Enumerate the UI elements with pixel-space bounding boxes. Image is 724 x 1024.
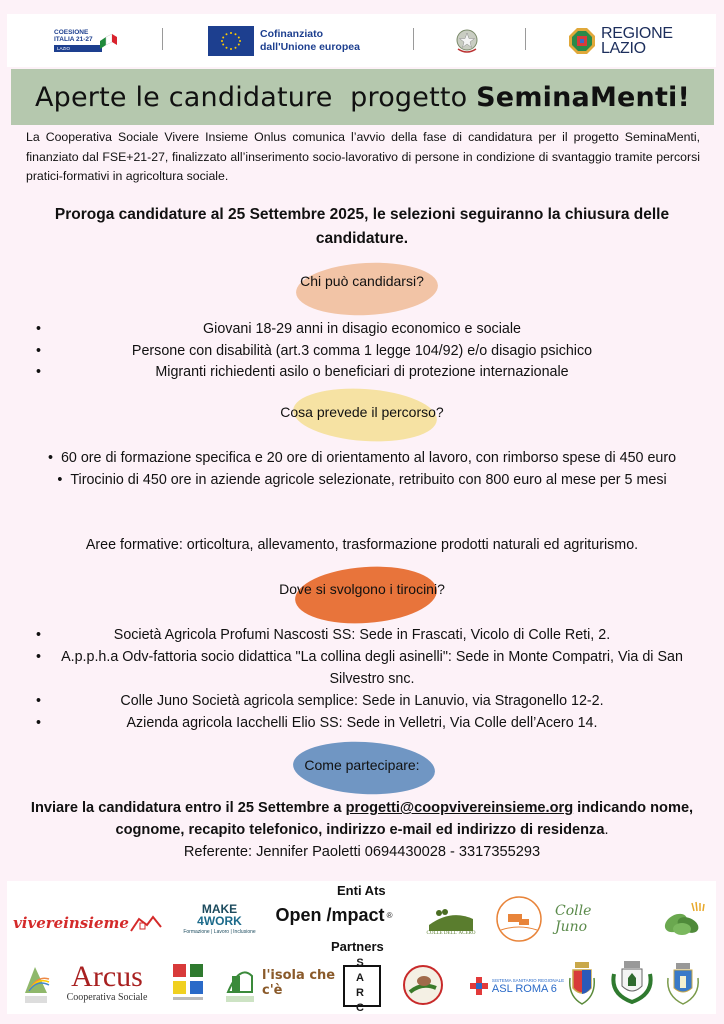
colle-dell-acero-logo: [420, 895, 482, 945]
eu-text-line1: Cofinanziato: [260, 27, 323, 40]
list-item-text: 60 ore di formazione specifica e 20 ore di orientamento al lavoro, con rimborso spese di 450 euro: [60, 450, 677, 466]
list-item: [0, 319, 724, 341]
regione-text-line1: REGIONE: [601, 24, 673, 42]
italian-republic-emblem-icon: [455, 14, 479, 67]
enti-ats-label: Enti Ats: [337, 883, 386, 898]
donkey-icon: [495, 892, 543, 946]
collina-asinelli-logo: [494, 891, 544, 947]
comune-crest-logo: [663, 961, 703, 1009]
logo-subtitle: Cooperativa Sociale: [66, 991, 148, 1003]
bullet-icon: •: [36, 715, 42, 731]
district-logo: [169, 961, 207, 1003]
bullet-icon: •: [57, 472, 63, 488]
list-item-text: Azienda agricola Iacchelli Elio SS: Sede in Velletri, Via Colle dell’Acero 14.: [126, 715, 598, 731]
logo-text: ASL ROMA 6: [491, 982, 557, 995]
program-list: [0, 447, 724, 491]
municipal-crest-icon: [568, 960, 596, 1006]
logo-separator: [162, 28, 163, 50]
eu-cofinanziato-logo: [208, 14, 360, 67]
list-item-text: Migranti richiedenti asilo o beneficiari di protezione internazionale: [155, 364, 569, 380]
regione-lazio-crest-icon: [568, 27, 596, 55]
list-item-text: Tirocinio di 450 ore in aziende agricole selezionate, retribuito con 800 euro al mese per 5 mesi: [70, 472, 667, 488]
eu-flag-icon: [208, 26, 254, 56]
section-heading-label: Dove si svolgono i tirocini?: [279, 581, 445, 597]
bullet-icon: •: [36, 649, 42, 665]
cta-instructions: [20, 797, 704, 841]
make4work-logo: [172, 895, 267, 943]
coesione-italia-logo: [54, 14, 118, 67]
bullet-icon: •: [36, 321, 42, 337]
cta-text: Inviare la candidatura entro il 25 Settembre a: [30, 800, 346, 816]
logo-text: Arcus: [71, 959, 143, 993]
eu-text-line2: dall'Unione europea: [260, 40, 360, 53]
page-title: [35, 82, 690, 113]
list-item-text: A.p.p.h.a Odv-fattoria socio didattica "La collina degli asinelli": Sede in Monte Compatri, Via di San Silvestro snc.: [61, 649, 683, 687]
list-item-text: Colle Juno Società agricola semplice: Sede in Lanuvio, via Stragonello 12-2.: [120, 693, 604, 709]
logo-subtitle: SISTEMA SANITARIO REGIONALE: [491, 977, 565, 983]
logo-text: MAKE: [201, 902, 238, 916]
title-regular: Aperte le candidature progetto: [34, 81, 477, 113]
comune-crest-logo: [607, 959, 657, 1007]
list-item: [0, 646, 724, 690]
cta-text: indicando nome, cognome, recapito telefonico, indirizzo e-mail ed indirizzo di residenza: [115, 800, 694, 838]
casa-marca-logo: [401, 963, 445, 1007]
coesione-line2: ITALIA 21-27: [54, 36, 93, 43]
comune-crest-logo: [567, 959, 597, 1007]
logo-separator: [413, 28, 414, 50]
coesione-arrow-icon: [96, 31, 118, 53]
bullet-icon: •: [36, 627, 42, 643]
section-heading-chi: [0, 273, 724, 289]
intro-paragraph: La Cooperativa Sociale Vivere Insieme Onlus comunica l’avvio della fase di candidatura per il progetto SeminaMenti, finanziato dal FSE+21-27, finalizzato all’inserimento socio-lavorativo di persone in condizione di svantaggio tramite percorsi pratici-formativi in agricoltura sociale.: [26, 130, 700, 184]
training-areas-note: Aree formative: orticoltura, allevamento, trasformazione prodotti naturali ed agriturismo.: [85, 537, 639, 553]
email-link[interactable]: progetti@coopvivereinsieme.org: [345, 800, 574, 816]
arcobaleno-logo: [19, 961, 53, 1007]
list-item: [0, 362, 724, 384]
section-heading-cosa: [0, 404, 724, 420]
list-item: [0, 690, 724, 712]
coesione-line1: COESIONE: [54, 29, 89, 36]
profumi-nascosti-logo: [653, 897, 713, 941]
bullet-icon: •: [47, 450, 53, 466]
list-item: [0, 712, 724, 734]
list-item-text: Persone con disabilità (art.3 comma 1 legge 104/92) e/o disagio psichico: [131, 342, 593, 359]
squares-icon: [171, 962, 205, 1002]
title-band: [11, 69, 714, 125]
cta-period: .: [604, 822, 609, 838]
list-item: [0, 624, 724, 646]
list-item-text: Giovani 18-29 anni in disagio economico e sociale: [203, 321, 521, 337]
section-heading-label: Chi può candidarsi?: [300, 273, 424, 289]
list-item: [40, 469, 684, 491]
logo-text: l'isola che c'è: [262, 968, 336, 998]
coesione-region: LAZIO: [54, 45, 102, 52]
heading-blob-peach: [295, 259, 440, 318]
leaves-icon: [658, 899, 708, 939]
partners-label: Partners: [331, 939, 384, 954]
bird-icon: [402, 964, 444, 1006]
section-heading-label: Come partecipare:: [304, 757, 420, 773]
logo-separator: [525, 28, 526, 50]
arcus-logo: [57, 959, 157, 1005]
logo-text: 4WORK: [197, 914, 242, 928]
list-item-text: Società Agricola Profumi Nascosti SS: Sede in Frascati, Vicolo di Colle Reti, 2.: [113, 627, 611, 643]
tower-icon: [222, 962, 258, 1004]
call-to-action: [20, 797, 704, 863]
list-item: [0, 341, 724, 363]
partners-footer: [7, 881, 716, 1014]
vivereinsieme-logo: [13, 903, 163, 943]
registered-icon: ®: [386, 910, 393, 920]
logo-text: COLLE DELL' ACERO: [426, 930, 476, 936]
hills-icon: [429, 905, 473, 931]
regione-text-line2: LAZIO: [601, 39, 646, 57]
comunita-montana-logo: [219, 961, 261, 1005]
regione-lazio-logo: [568, 14, 673, 67]
colle-juno-logo: [555, 897, 625, 941]
section-heading-come: [0, 757, 724, 773]
internship-sites-list: [0, 624, 724, 734]
logo-text: Open /mpact: [275, 904, 385, 925]
referente-contact: Referente: Jennifer Paoletti 0694430028 - 3317355293: [183, 844, 541, 860]
isola-che-ce-logo: [262, 961, 336, 1005]
list-item: [40, 447, 684, 469]
logo-subtitle: Formazione | Lavoro | Inclusione: [183, 929, 256, 935]
header-logo-bar: [7, 14, 716, 67]
rainbow-icon: [21, 963, 51, 1005]
open-impact-logo: [259, 901, 409, 929]
bullet-icon: •: [36, 364, 42, 380]
logo-text: Colle Juno: [555, 903, 592, 935]
title-project-name: SeminaMenti!: [476, 81, 691, 113]
medical-cross-icon: [470, 977, 488, 995]
bullet-icon: •: [36, 342, 42, 359]
section-heading-label: Cosa prevede il percorso?: [280, 404, 444, 420]
municipal-crest-icon: [665, 962, 701, 1008]
house-icon: [129, 913, 163, 933]
proroga-notice: Proroga candidature al 25 Settembre 2025, le selezioni seguiranno la chiusura delle candidature.: [54, 206, 670, 247]
municipal-crest-icon: [608, 960, 656, 1006]
logo-text: vivereinsieme: [13, 914, 129, 932]
asl-roma-6-logo: [452, 971, 582, 1001]
section-heading-dove: [0, 581, 724, 597]
sarc-logo: [343, 957, 381, 1014]
eligibility-list: [0, 319, 724, 384]
logo-text: S A R C: [356, 957, 368, 1014]
bullet-icon: •: [36, 693, 42, 709]
